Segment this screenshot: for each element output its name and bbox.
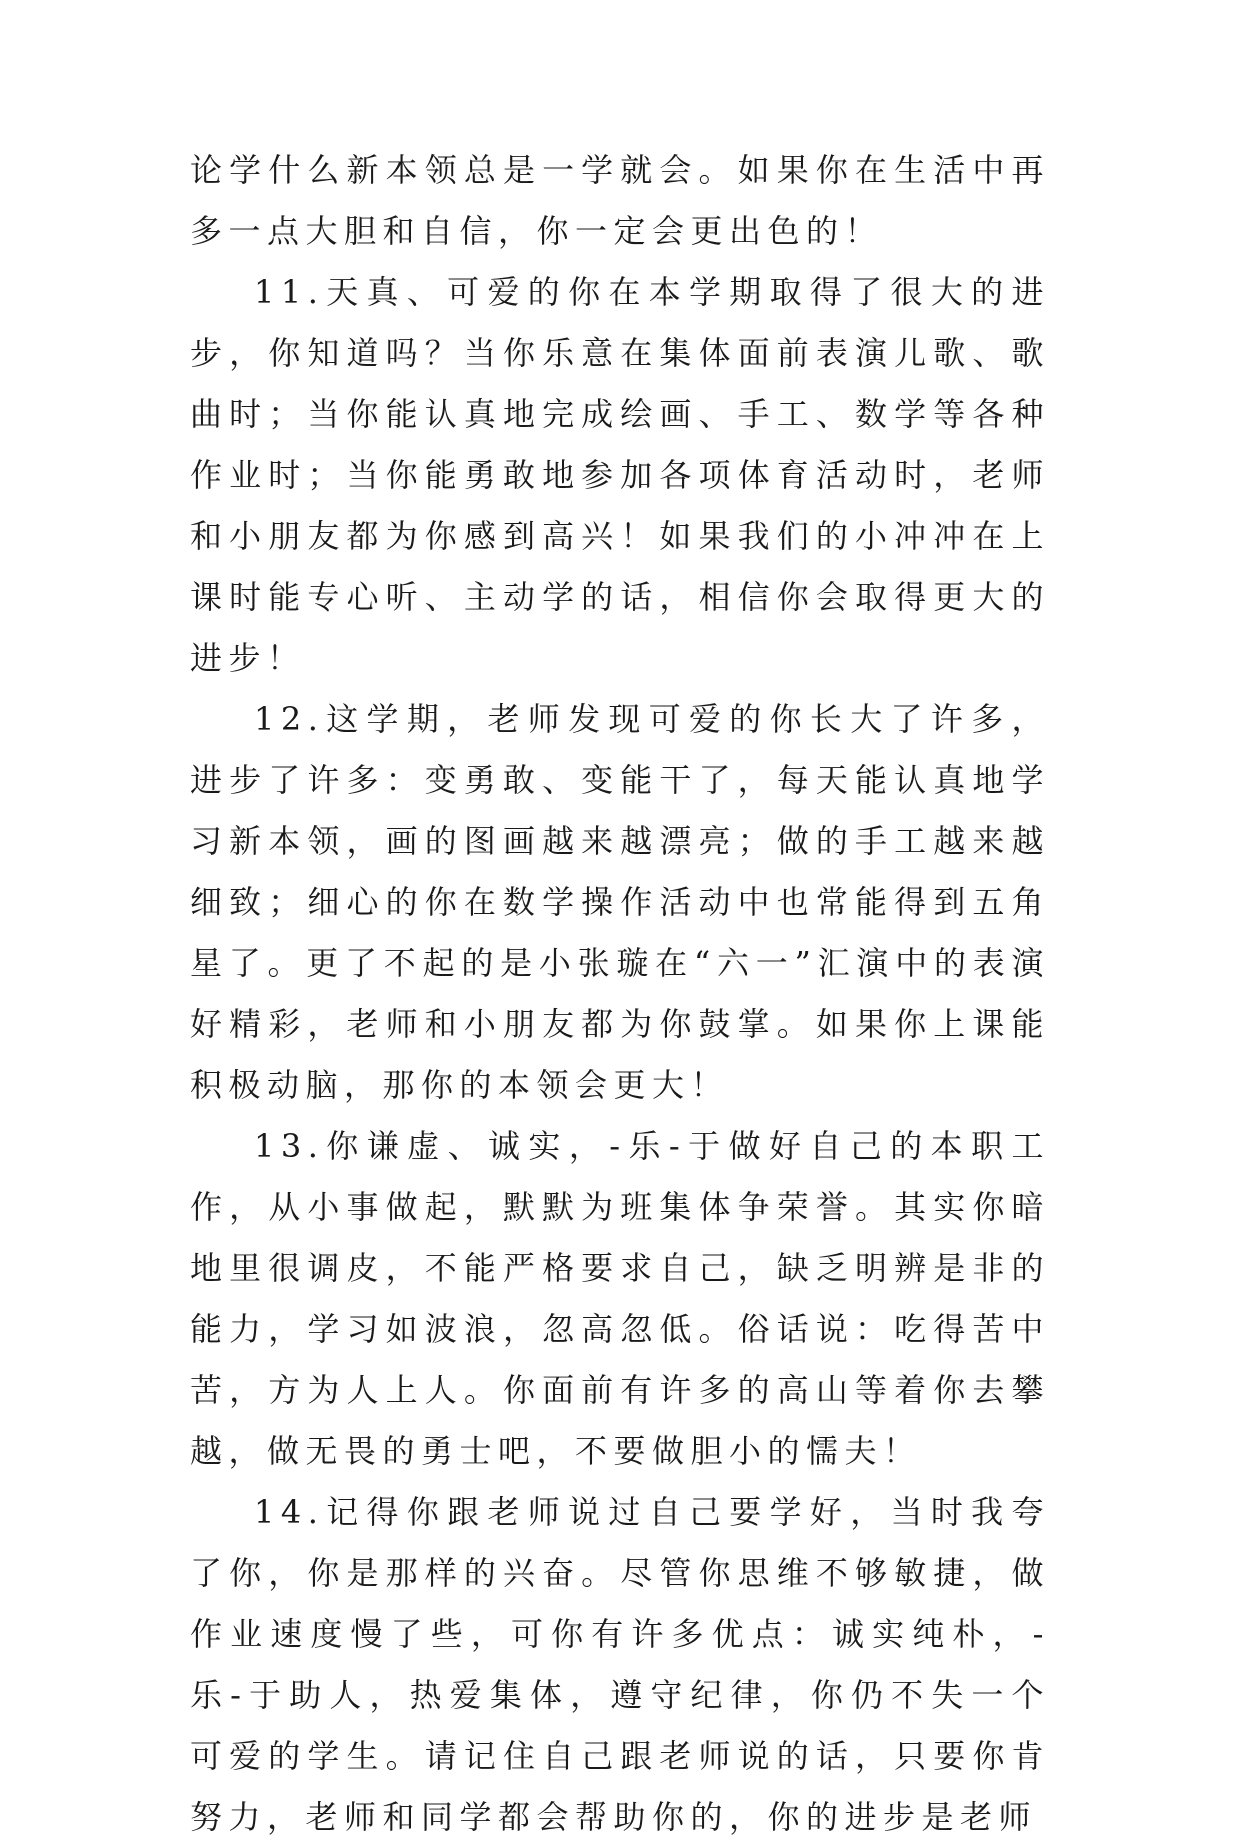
paragraph-item-11: 11.天真、可爱的你在本学期取得了很大的进步，你知道吗？当你乐意在集体面前表演儿歌、歌曲时；当你能认真地完成绘画、手工、数学等各种作业时；当你能勇敢地参加各项体育活动时，老师和小朋友都为你感到高兴！如果我们的小冲冲在上课时能专心听、主动学的话，相信你会取得更大的进步！ [190, 273, 1050, 677]
paragraph-item-13: 13.你谦虚、诚实，-乐-于做好自己的本职工作，从小事做起，默默为班集体争荣誉。其实你暗地里很调皮，不能严格要求自己，缺乏明辨是非的能力，学习如波浪，忽高忽低。俗话说：吃得苦中苦，方为人上人。你面前有许多的高山等着你去攀越，做无畏的勇士吧，不要做胆小的懦夫！ [190, 1127, 1050, 1470]
paragraph-item-12: 12.这学期，老师发现可爱的你长大了许多，进步了许多：变勇敢、变能干了，每天能认真地学习新本领，画的图画越来越漂亮；做的手工越来越细致；细心的你在数学操作活动中也常能得到五角星了。更了不起的是小张璇在“六一”汇演中的表演好精彩，老师和小朋友都为你鼓掌。如果你上课能积极动脑，那你的本领会更大！ [190, 700, 1050, 1104]
document-page [190, 140, 1050, 1848]
paragraph-item-14: 14.记得你跟老师说过自己要学好，当时我夸了你，你是那样的兴奋。尽管你思维不够敏捷，做作业速度慢了些，可你有许多优点：诚实纯朴，-乐-于助人，热爱集体，遵守纪律，你仍不失一个可爱的学生。请记住自己跟老师说的话，只要你肯努力，老师和同学都会帮助你的，你的进步是老师 [190, 1493, 1050, 1836]
paragraph-continuation: 论学什么新本领总是一学就会。如果你在生活中再多一点大胆和自信，你一定会更出色的！ [190, 151, 1050, 250]
